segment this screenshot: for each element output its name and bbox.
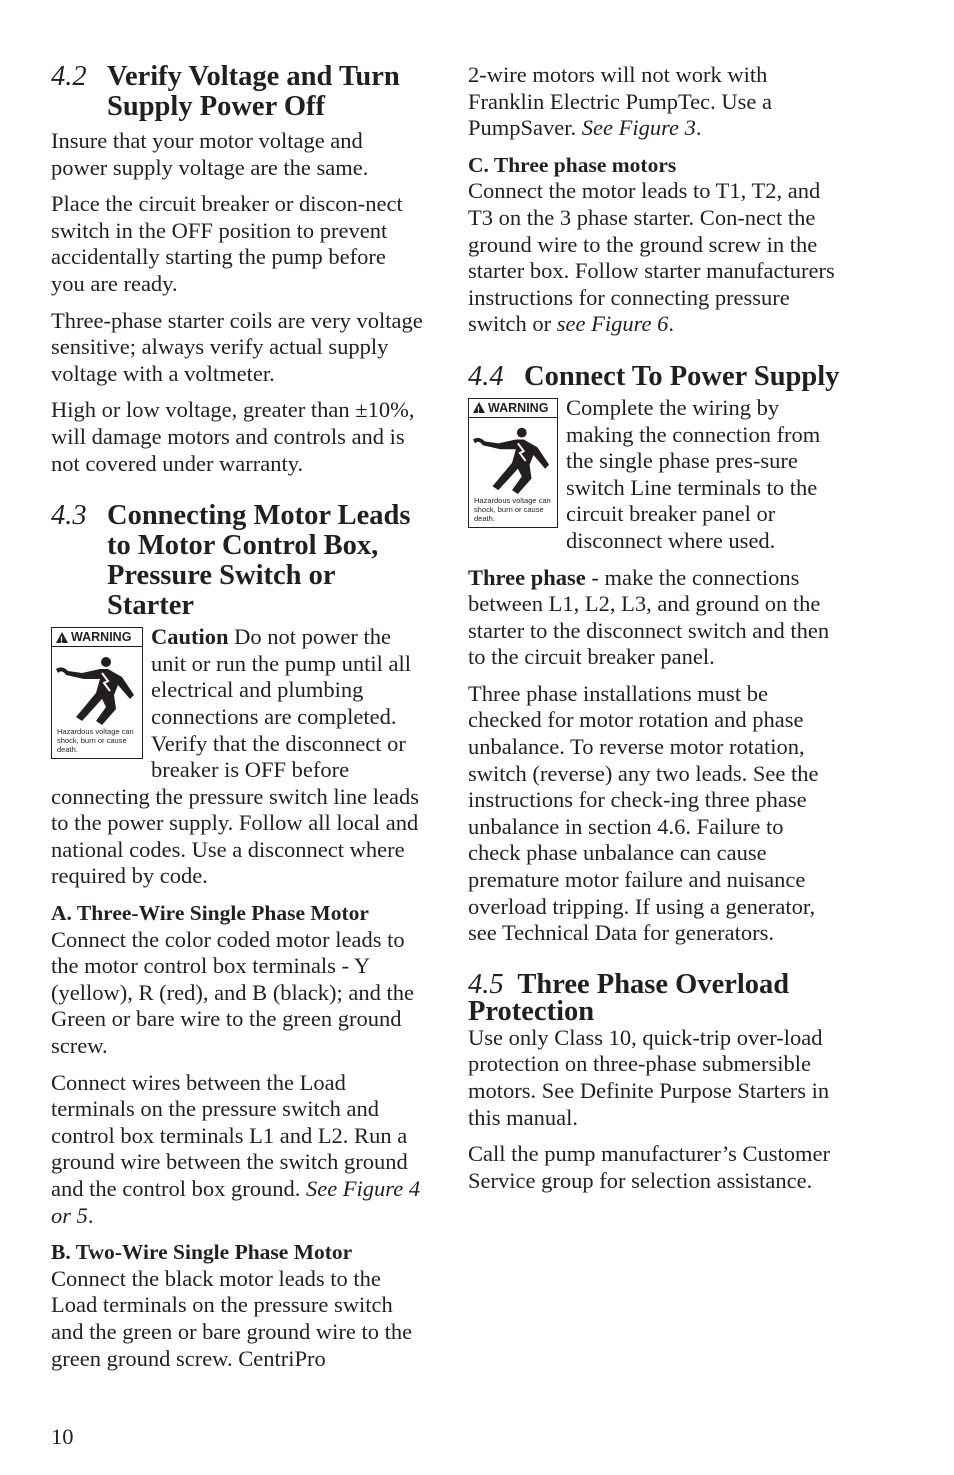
section-title: Connect To Power Supply [524, 360, 840, 392]
subsection-b-heading: B. Two-Wire Single Phase Motor [51, 1240, 353, 1265]
warning-caption: Hazardous voltage can shock, burn or cause death. [474, 495, 551, 523]
paragraph: Connect the black motor leads to the Load terminals on the pressure switch and the green or bare ground wire to the green ground screw. CentriPro [51, 1265, 413, 1371]
text-span: Connect wires between the Load terminals on the pressure switch and control box terminals L1 and L2. Run a ground wire between the switch ground and the control box ground. [51, 1069, 408, 1201]
text-span: . [695, 115, 702, 141]
figure-reference: See Figure 4 or 5 [51, 1176, 421, 1228]
caution-label: Caution [151, 624, 229, 650]
warning-caption: Hazardous voltage can shock, burn or cause death. [57, 727, 134, 755]
paragraph: Three phase installations must be checked for motor rotation and phase unbalance. To reverse motor rotation, switch (reverse) any two leads. See the instructions for check-ing three phase unbalance in section 4.6. Failure to check phase unbalance can cause premature motor failure and nuisance overload tripping. If using a generator, see Technical Data for generators. [468, 680, 819, 946]
section-title: Verify Voltage and Turn Supply Power Off [107, 61, 400, 122]
section-number: 4.5 [468, 968, 504, 1000]
section-number: 4.3 [51, 500, 87, 532]
section-number: 4.2 [51, 61, 87, 92]
subsection-a-heading: A. Three-Wire Single Phase Motor [51, 901, 369, 926]
caution-text: Do not power the unit or run the pump until all electrical and plumbing connections are completed. Verify that the disconnect or breaker is OFF before connecting the pressure switch line leads to the power supply. Follow all local and national codes. Use a disconnect where required by code. [51, 624, 420, 889]
bold-label: Three phase [468, 564, 586, 590]
section-4-3-heading [51, 501, 423, 621]
subsection-c-heading: C. Three phase motors [468, 152, 677, 177]
text-span: . [87, 1202, 94, 1228]
section-4-5-heading [468, 968, 840, 1027]
electric-shock-icon [52, 647, 142, 727]
warning-header [52, 628, 142, 647]
section-number: 4.4 [468, 360, 504, 392]
paragraph [468, 62, 840, 142]
paragraph: Connect the color coded motor leads to the motor control box terminals - Y (yellow), R (red), and B (black); and the Green or bare wire to the green ground screw. [51, 926, 414, 1059]
paragraph: Insure that your motor voltage and power supply voltage are the same. [51, 128, 369, 180]
paragraph: Call the pump manufacturer’s Customer Service group for selection assistance. [468, 1141, 830, 1193]
warning-triangle-icon [473, 402, 485, 413]
warning-text: WARNING [71, 630, 132, 645]
text-span: . [668, 311, 675, 337]
section-title: Connecting Motor Leads to Motor Control Box, Pressure Switch or Starter [107, 500, 411, 622]
page-number: 10 [51, 1424, 74, 1449]
warning-label [51, 627, 143, 759]
paragraph: Place the circuit breaker or discon-nect switch in the OFF position to prevent accidentally starting the pump before you are ready. [51, 191, 403, 296]
text-span: Connect the motor leads to T1, T2, and T3 on the 3 phase starter. Con-nect the ground wire to the ground screw in the starter box. Follow starter manufacturers instructions for connecting pressure switch or [468, 178, 835, 337]
section-title: Three Phase Overload Protection [468, 968, 790, 1027]
right-column [468, 62, 840, 1204]
paragraph [468, 178, 840, 338]
paragraph: Complete the wiring by making the connection from the single phase pres-sure switch Line terminals to the circuit breaker panel or disconnect where used. [566, 394, 821, 553]
paragraph [51, 1070, 423, 1230]
section-4-2-heading [51, 62, 423, 122]
text-span: - make the connections between L1, L2, L3, and ground on the starter to the disconnect switch and then to the circuit breaker panel. [468, 564, 830, 670]
warning-label [468, 398, 558, 528]
warning-text: WARNING [488, 400, 549, 415]
text-span: 2-wire motors will not work with Franklin Electric PumpTec. Use a PumpSaver. [468, 62, 772, 141]
warning-triangle-icon [56, 632, 68, 643]
electric-shock-icon [469, 418, 557, 496]
paragraph [468, 565, 840, 671]
left-column [51, 62, 423, 1382]
figure-reference: see Figure 6 [556, 311, 669, 337]
paragraph: Three-phase starter coils are very voltage sensitive; always verify actual supply voltage with a voltmeter. [51, 307, 423, 386]
paragraph: High or low voltage, greater than ±10%, will damage motors and controls and is not covered under warranty. [51, 397, 415, 476]
paragraph: Use only Class 10, quick-trip over-load protection on three-phase submersible motors. See Definite Purpose Starters in this manual. [468, 1024, 830, 1130]
figure-reference: See Figure 3 [581, 115, 696, 141]
section-4-4-heading [468, 362, 840, 392]
warning-header [469, 399, 557, 418]
